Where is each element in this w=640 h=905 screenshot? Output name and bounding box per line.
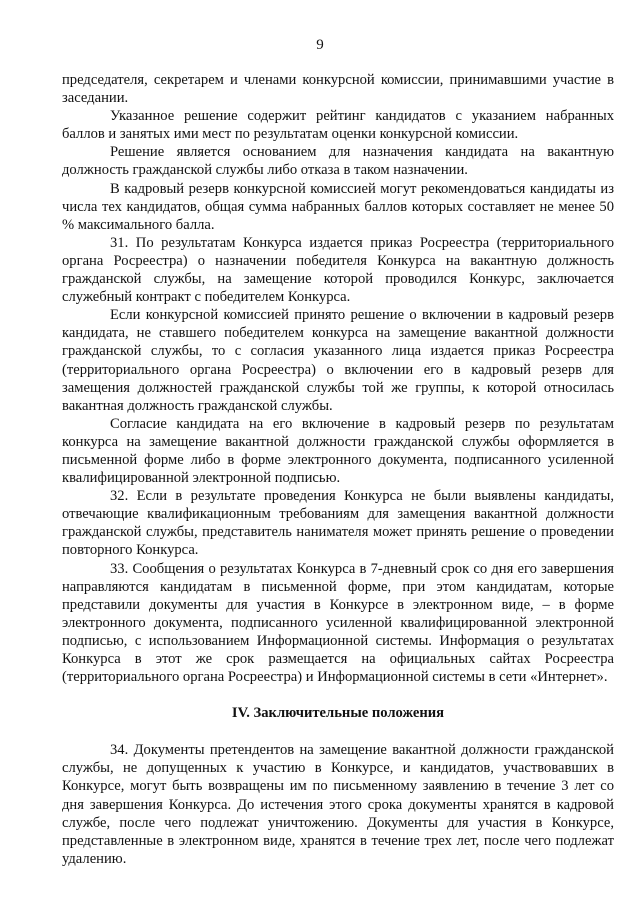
page-number: 9	[316, 37, 324, 53]
paragraph-decision-basis: Решение является основанием для назначения кандидата на вакантную должность гражданской службы либо отказа в таком назначении.	[62, 144, 614, 179]
paragraph-rating: Указанное решение содержит рейтинг кандидатов с указанием набранных баллов и занятых ими мест по результатам оценки конкурсной комиссии.	[62, 108, 614, 143]
paragraph-item-33: 33. Сообщения о результатах Конкурса в 7-дневный срок со дня его завершения направляются кандидатам в письменной форме, при этом кандидатам, которые представили документы для участия в Конкурсе в электронном виде, – в форме электронного документа, подписанного усиленной квалифицированной электронной подписью, с использованием Информационной системы. Информация о результатах Конкурса в этот же срок размещается на официальных сайтах Росреестра (территориального органа Росреестра) и Информационной системы в сети «Интернет».	[62, 560, 614, 686]
section-heading: IV. Заключительные положения	[231, 705, 445, 722]
paragraph-continuation: председателя, секретарем и членами конкурсной комиссии, принимавшими участие в заседании.	[62, 72, 614, 107]
paragraph-item-34: 34. Документы претендентов на замещение вакантной должности гражданской службы, не допущенных к участию в Конкурсе, и кандидатов, участвовавших в Конкурсе, могут быть возвращены им по письменному заявлению в течение 3 лет со дня завершения Конкурса. До истечения этого срока документы хранятся в кадровой службе, после чего подлежат уничтожению. Документы для участия в Конкурсе, представленные в электронном виде, хранятся в течение трех лет, после чего подлежат удалению.	[62, 742, 614, 867]
paragraph-item-31: 31. По результатам Конкурса издается приказ Росреестра (территориального органа Росреестра) о назначении победителя Конкурса на вакантную должность гражданской службы, на замещение которой проводился Конкурс, заключается служебный контракт с победителем Конкурса.	[62, 234, 614, 306]
paragraph-reserve-inclusion: Если конкурсной комиссией принято решение о включении в кадровый резерв кандидата, не ставшего победителем конкурса на замещение вакантной должности гражданской службы, то с согласия указанного лица издается приказ Росреестра (территориального органа Росреестра) о включении его в кадровый резерв для замещения должностей гражданской службы той же группы, к которой относилась вакантная должность гражданской службы.	[62, 307, 614, 414]
paragraph-reserve-consent: Согласие кандидата на его включение в кадровый резерв по результатам конкурса на замещение вакантной должности гражданской службы оформляется в письменной форме либо в форме электронного документа, подписанного усиленной квалифицированной электронной подписью.	[62, 415, 614, 487]
document-body	[62, 71, 614, 868]
paragraph-item-32: 32. Если в результате проведения Конкурса не были выявлены кандидаты, отвечающие квалификационным требованиям для замещения вакантной должности гражданской службы, представитель нанимателя может принять решение о проведении повторного Конкурса.	[62, 488, 614, 559]
paragraph-reserve-recommendation: В кадровый резерв конкурсной комиссией могут рекомендоваться кандидаты из числа тех кандидатов, общая сумма набранных баллов которых составляет не менее 50 % максимального балла.	[62, 180, 614, 233]
